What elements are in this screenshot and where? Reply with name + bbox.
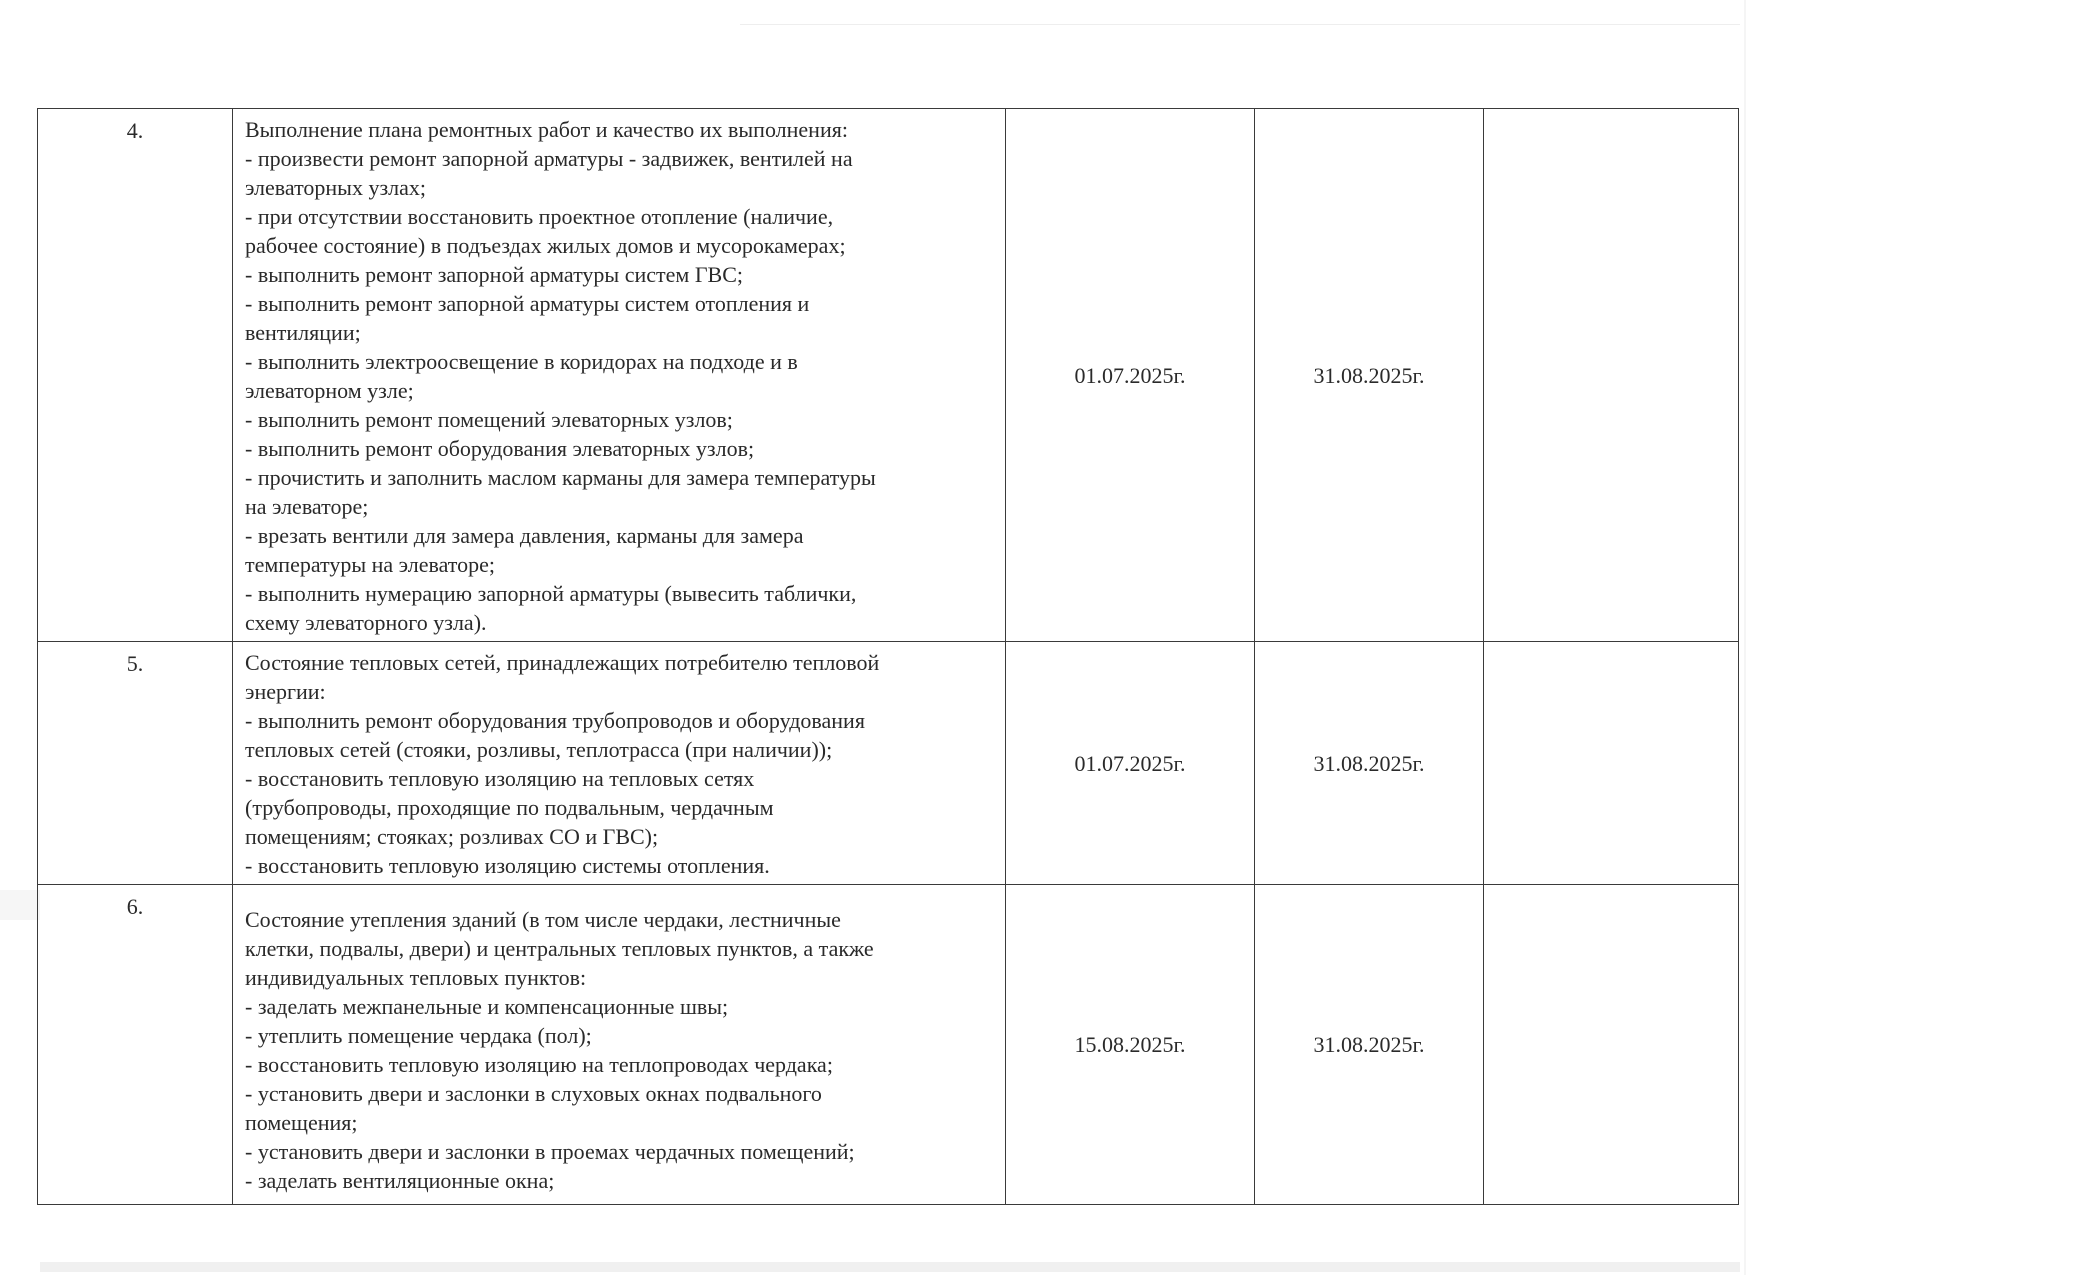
description-line: Выполнение плана ремонтных работ и качество их выполнения: xyxy=(245,117,848,142)
table-row xyxy=(38,642,1739,885)
scan-artifact-right xyxy=(1744,0,1746,1275)
description-line: - заделать вентиляционные окна; xyxy=(245,1168,555,1193)
description-line: - при отсутствии восстановить проектное отопление (наличие, xyxy=(245,204,834,229)
table-row xyxy=(38,109,1739,642)
description-line: - врезать вентили для замера давления, карманы для замера xyxy=(245,523,804,548)
row-description xyxy=(233,885,1006,1205)
description-line: - выполнить ремонт оборудования элеваторных узлов; xyxy=(245,436,755,461)
description-line: температуры на элеваторе; xyxy=(245,552,495,577)
description-line: - восстановить тепловую изоляцию системы отопления. xyxy=(245,853,770,878)
description-line: - произвести ремонт запорной арматуры - задвижек, вентилей на xyxy=(245,146,853,171)
description-line: - прочистить и заполнить маслом карманы для замера температуры xyxy=(245,465,876,490)
description-line: Состояние тепловых сетей, принадлежащих потребителю тепловой xyxy=(245,650,880,675)
end-date: 31.08.2025г. xyxy=(1255,642,1484,885)
description-line: элеваторных узлах; xyxy=(245,175,427,200)
note-cell xyxy=(1484,885,1739,1205)
description-line: тепловых сетей (стояки, розливы, теплотрасса (при наличии)); xyxy=(245,737,833,762)
description-line: вентиляции; xyxy=(245,320,361,345)
row-number: 4. xyxy=(38,109,233,642)
note-cell xyxy=(1484,642,1739,885)
work-plan-table xyxy=(37,108,1739,1205)
description-line: рабочее состояние) в подъездах жилых домов и мусорокамерах; xyxy=(245,233,846,258)
description-line: - установить двери и заслонки в проемах чердачных помещений; xyxy=(245,1139,855,1164)
description-line: - установить двери и заслонки в слуховых окнах подвального xyxy=(245,1081,822,1106)
row-description xyxy=(233,642,1006,885)
scan-artifact-bottom xyxy=(40,1262,1740,1272)
start-date: 01.07.2025г. xyxy=(1006,642,1255,885)
scan-artifact-top xyxy=(740,24,1740,25)
description-line: - выполнить ремонт оборудования трубопроводов и оборудования xyxy=(245,708,865,733)
description-line: энергии: xyxy=(245,679,326,704)
start-date: 01.07.2025г. xyxy=(1006,109,1255,642)
description-line: - заделать межпанельные и компенсационные швы; xyxy=(245,994,729,1019)
description-line: - восстановить тепловую изоляцию на тепловых сетях xyxy=(245,766,755,791)
description-line: схему элеваторного узла). xyxy=(245,610,487,635)
end-date: 31.08.2025г. xyxy=(1255,885,1484,1205)
description-line: Состояние утепления зданий (в том числе чердаки, лестничные xyxy=(245,907,841,932)
table-row xyxy=(38,885,1739,1205)
description-line: - выполнить нумерацию запорной арматуры (вывесить таблички, xyxy=(245,581,857,606)
description-line: на элеваторе; xyxy=(245,494,369,519)
row-number: 6. xyxy=(38,885,233,1205)
description-line: клетки, подвалы, двери) и центральных тепловых пунктов, а также xyxy=(245,936,874,961)
description-line: - выполнить ремонт запорной арматуры систем ГВС; xyxy=(245,262,743,287)
description-line: - восстановить тепловую изоляцию на теплопроводах чердака; xyxy=(245,1052,833,1077)
description-line: элеваторном узле; xyxy=(245,378,414,403)
description-line: помещениям; стояках; розливах СО и ГВС); xyxy=(245,824,659,849)
description-line: помещения; xyxy=(245,1110,358,1135)
row-description xyxy=(233,109,1006,642)
scan-artifact-left xyxy=(0,890,40,920)
note-cell xyxy=(1484,109,1739,642)
description-line: - утеплить помещение чердака (пол); xyxy=(245,1023,592,1048)
description-line: - выполнить электроосвещение в коридорах на подходе и в xyxy=(245,349,798,374)
description-line: (трубопроводы, проходящие по подвальным, чердачным xyxy=(245,795,774,820)
row-number: 5. xyxy=(38,642,233,885)
description-line: - выполнить ремонт помещений элеваторных узлов; xyxy=(245,407,733,432)
description-line: индивидуальных тепловых пунктов: xyxy=(245,965,587,990)
start-date: 15.08.2025г. xyxy=(1006,885,1255,1205)
description-line: - выполнить ремонт запорной арматуры систем отопления и xyxy=(245,291,810,316)
end-date: 31.08.2025г. xyxy=(1255,109,1484,642)
